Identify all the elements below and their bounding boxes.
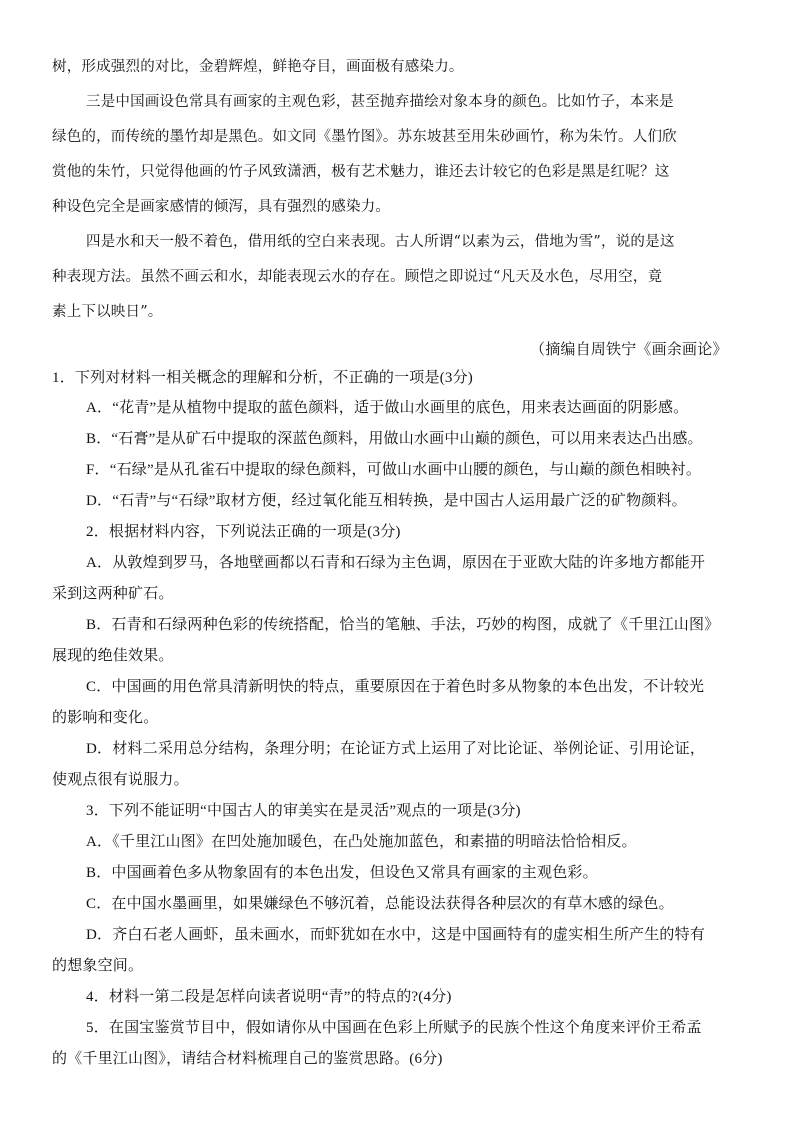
option-line: 的想象空间。	[52, 958, 144, 974]
option-line: F．“石绿”是从孔雀石中提取的绿色颜料，可做山水画中山腰的颜色，与山巅的颜色相映衬。	[86, 462, 702, 478]
question-stem: 5．在国宝鉴赏节目中，假如请你从中国画在色彩上所赋予的民族个性这个角度来评价王希孟	[86, 1020, 702, 1036]
question-stem: 4．材料一第二段是怎样向读者说明“青”的特点的?(4分)	[86, 989, 452, 1005]
option-line: D．“石青”与“石绿”取材方便，经过氧化能互相转换，是中国古人运用最广泛的矿物颜料。	[86, 493, 687, 509]
option-line: D．齐白石老人画虾，虽未画水，而虾犹如在水中，这是中国画特有的虚实相生所产生的特有	[86, 927, 706, 943]
option-line: 的影响和变化。	[52, 710, 159, 726]
question-stem: 1．下列对材料一相关概念的理解和分析，不正确的一项是(3分)	[52, 370, 473, 386]
passage-line: 三是中国画设色常具有画家的主观色彩，甚至抛弃描绘对象本身的颜色。比如竹子，本来是	[86, 94, 674, 110]
option-line: A．从敦煌到罗马，各地壁画都以石青和石绿为主色调，原因在于亚欧大陆的许多地方都能开	[86, 555, 706, 571]
option-line: 使观点很有说服力。	[52, 772, 189, 788]
question-stem: 2．根据材料内容，下列说法正确的一项是(3分)	[86, 524, 401, 540]
passage-line: 种设色完全是画家感情的倾泻，具有强烈的感染力。	[52, 199, 391, 215]
option-line: C．在中国水墨画里，如果嫌绿色不够沉着，总能设法获得各种层次的有草木感的绿色。	[86, 896, 674, 912]
option-line: B．中国画着色多从物象固有的本色出发，但设色又常具有画家的主观色彩。	[86, 865, 598, 881]
passage-line: 素上下以映日”。	[52, 304, 163, 320]
passage-line: 树，形成强烈的对比，金碧辉煌，鲜艳夺目，画面极有感染力。	[52, 59, 464, 75]
option-line: C．中国画的用色常具清新明快的特点，重要原因在于着色时多从物象的本色出发，不计较光	[86, 679, 705, 695]
option-line: B．“石膏”是从矿石中提取的深蓝色颜料，用做山水画中山巅的颜色，可以用来表达凸出感。	[86, 431, 703, 447]
option-line: 采到这两种矿石。	[52, 586, 174, 602]
passage-line: 四是水和天一般不着色，借用纸的空白来表现。古人所谓“以素为云，借地为雪”，说的是这	[86, 234, 675, 250]
passage-line: 赏他的朱竹，只觉得他画的竹子风致潇洒，极有艺术魅力，谁还去计较它的色彩是黑是红呢？这	[52, 164, 670, 180]
question-stem: 的《千里江山图》，请结合材料梳理自己的鉴赏思路。(6分)	[52, 1051, 443, 1067]
option-line: A．《千里江山图》在凹处施加暖色，在凸处施加蓝色，和素描的明暗法恰恰相反。	[86, 834, 637, 850]
passage-source: （摘编自周铁宁《画余画论》	[530, 342, 728, 358]
passage-line: 绿色的，而传统的墨竹却是黑色。如文同《墨竹图》。苏东坡甚至用朱砂画竹，称为朱竹。人们欣	[52, 129, 677, 145]
option-line: 展现的绝佳效果。	[52, 648, 174, 664]
question-stem: 3．下列不能证明“中国古人的审美实在是灵活”观点的一项是(3分)	[86, 803, 521, 819]
option-line: D．材料二采用总分结构，条理分明；在论证方式上运用了对比论证、举例论证、引用论证，	[86, 741, 706, 757]
option-line: B．石青和石绿两种色彩的传统搭配，恰当的笔触、手法，巧妙的构图，成就了《千里江山图》	[86, 617, 720, 633]
option-line: A．“花青”是从植物中提取的蓝色颜料，适于做山水画里的底色，用来表达画面的阴影感。	[86, 400, 689, 416]
passage-line: 种表现方法。虽然不画云和水，却能表现云水的存在。顾恺之即说过“凡天及水色，尽用空，竟	[52, 269, 663, 285]
